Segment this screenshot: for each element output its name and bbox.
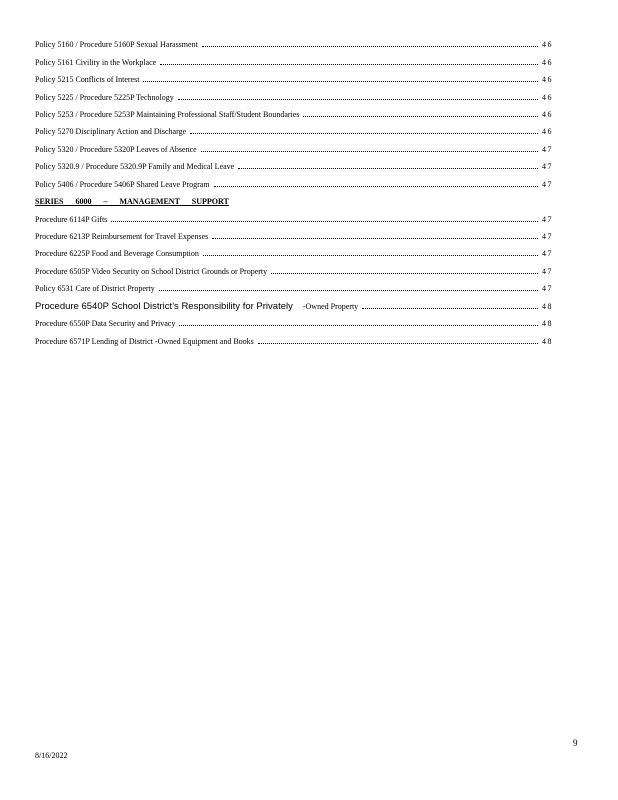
page-number: 9 bbox=[573, 738, 578, 748]
toc-entry-label: Policy 5320.9 / Procedure 5320.9P Family and Medical Leave bbox=[35, 162, 235, 172]
dot-leader bbox=[201, 145, 538, 152]
series-heading[interactable] bbox=[35, 193, 553, 210]
toc-entry-label: Policy 5225 / Procedure 5225P Technology bbox=[35, 92, 174, 102]
toc-entry-page: 47 bbox=[542, 249, 553, 259]
series-heading-label: SERIES 6000 – MANAGEMENT SUPPORT bbox=[35, 197, 229, 207]
toc-entry-page: 47 bbox=[542, 214, 553, 224]
dot-leader bbox=[238, 162, 538, 169]
dot-leader bbox=[271, 267, 538, 274]
toc-entry-label: Procedure 6213P Reimbursement for Travel Expenses bbox=[35, 232, 209, 242]
toc-entry-page: 46 bbox=[542, 109, 553, 119]
dot-leader bbox=[258, 337, 538, 344]
toc-entry-label: Policy 5215 Conflicts of Interest bbox=[35, 75, 140, 85]
dot-leader bbox=[160, 58, 538, 65]
toc-entry-label: Policy 6531 Care of District Property bbox=[35, 284, 155, 294]
dot-leader bbox=[362, 302, 538, 309]
toc-entry-page: 46 bbox=[542, 127, 553, 137]
toc-entry[interactable] bbox=[35, 263, 553, 280]
toc-entry-label: Policy 5253 / Procedure 5253P Maintaining Professional Staff/Student Boundaries bbox=[35, 109, 300, 119]
toc-entry-label: Procedure 6540P School District’s Responsibility for Privately bbox=[35, 300, 293, 312]
toc-entry[interactable] bbox=[35, 158, 553, 175]
dot-leader bbox=[159, 284, 538, 291]
toc-entry[interactable] bbox=[35, 315, 553, 332]
dot-leader bbox=[190, 127, 538, 134]
toc-entry-label: Procedure 6225P Food and Beverage Consumption bbox=[35, 249, 199, 259]
toc-entry[interactable] bbox=[35, 245, 553, 262]
toc-entry-label: Procedure 6571P Lending of District -Owned Equipment and Books bbox=[35, 336, 254, 346]
toc-entry-page: 46 bbox=[542, 75, 553, 85]
toc-entry[interactable] bbox=[35, 141, 553, 158]
toc-entry[interactable] bbox=[35, 53, 553, 70]
toc-entry-label: Policy 5406 / Procedure 5406P Shared Leave Program bbox=[35, 179, 210, 189]
toc-entry[interactable] bbox=[35, 88, 553, 105]
footer-date: 8/16/2022 bbox=[35, 751, 68, 760]
toc-entry[interactable] bbox=[35, 36, 553, 53]
toc-entry-page: 46 bbox=[542, 92, 553, 102]
dot-leader bbox=[111, 215, 538, 222]
toc-entry-page: 47 bbox=[542, 266, 553, 276]
toc-entry[interactable] bbox=[35, 298, 553, 315]
toc-entry-page: 47 bbox=[542, 144, 553, 154]
toc-entry[interactable] bbox=[35, 280, 553, 297]
toc-entry-label: Procedure 6505P Video Security on School District Grounds or Property bbox=[35, 266, 268, 276]
table-of-contents bbox=[35, 36, 553, 350]
toc-entry[interactable] bbox=[35, 123, 553, 140]
toc-entry-page: 48 bbox=[542, 301, 553, 311]
toc-entry-page: 47 bbox=[542, 162, 553, 172]
toc-entry-page: 47 bbox=[542, 179, 553, 189]
toc-entry-page: 46 bbox=[542, 40, 553, 50]
toc-entry[interactable] bbox=[35, 106, 553, 123]
toc-entry-label: Procedure 6114P Gifts bbox=[35, 214, 108, 224]
toc-entry-label-tail: -Owned Property bbox=[302, 301, 359, 311]
toc-entry-page: 48 bbox=[542, 336, 553, 346]
dot-leader bbox=[212, 232, 538, 239]
dot-leader bbox=[143, 75, 538, 82]
toc-entry[interactable] bbox=[35, 210, 553, 227]
toc-entry[interactable] bbox=[35, 228, 553, 245]
toc-entry[interactable] bbox=[35, 176, 553, 193]
dot-leader bbox=[303, 110, 538, 117]
toc-entry-label: Procedure 6550P Data Security and Privacy bbox=[35, 319, 176, 329]
dot-leader bbox=[202, 40, 538, 47]
dot-leader bbox=[203, 249, 538, 256]
toc-entry-page: 47 bbox=[542, 284, 553, 294]
dot-leader bbox=[179, 319, 538, 326]
dot-leader bbox=[214, 180, 538, 187]
toc-entry-label: Policy 5160 / Procedure 5160P Sexual Harassment bbox=[35, 40, 198, 50]
toc-entry-page: 46 bbox=[542, 57, 553, 67]
toc-entry[interactable] bbox=[35, 71, 553, 88]
dot-leader bbox=[178, 93, 538, 100]
toc-entry-label: Policy 5320 / Procedure 5320P Leaves of Absence bbox=[35, 144, 197, 154]
toc-entry-label: Policy 5270 Disciplinary Action and Discharge bbox=[35, 127, 187, 137]
toc-entry-label: Policy 5161 Civility in the Workplace bbox=[35, 57, 157, 67]
toc-entry[interactable] bbox=[35, 332, 553, 349]
toc-entry-page: 47 bbox=[542, 232, 553, 242]
toc-entry-page: 48 bbox=[542, 319, 553, 329]
